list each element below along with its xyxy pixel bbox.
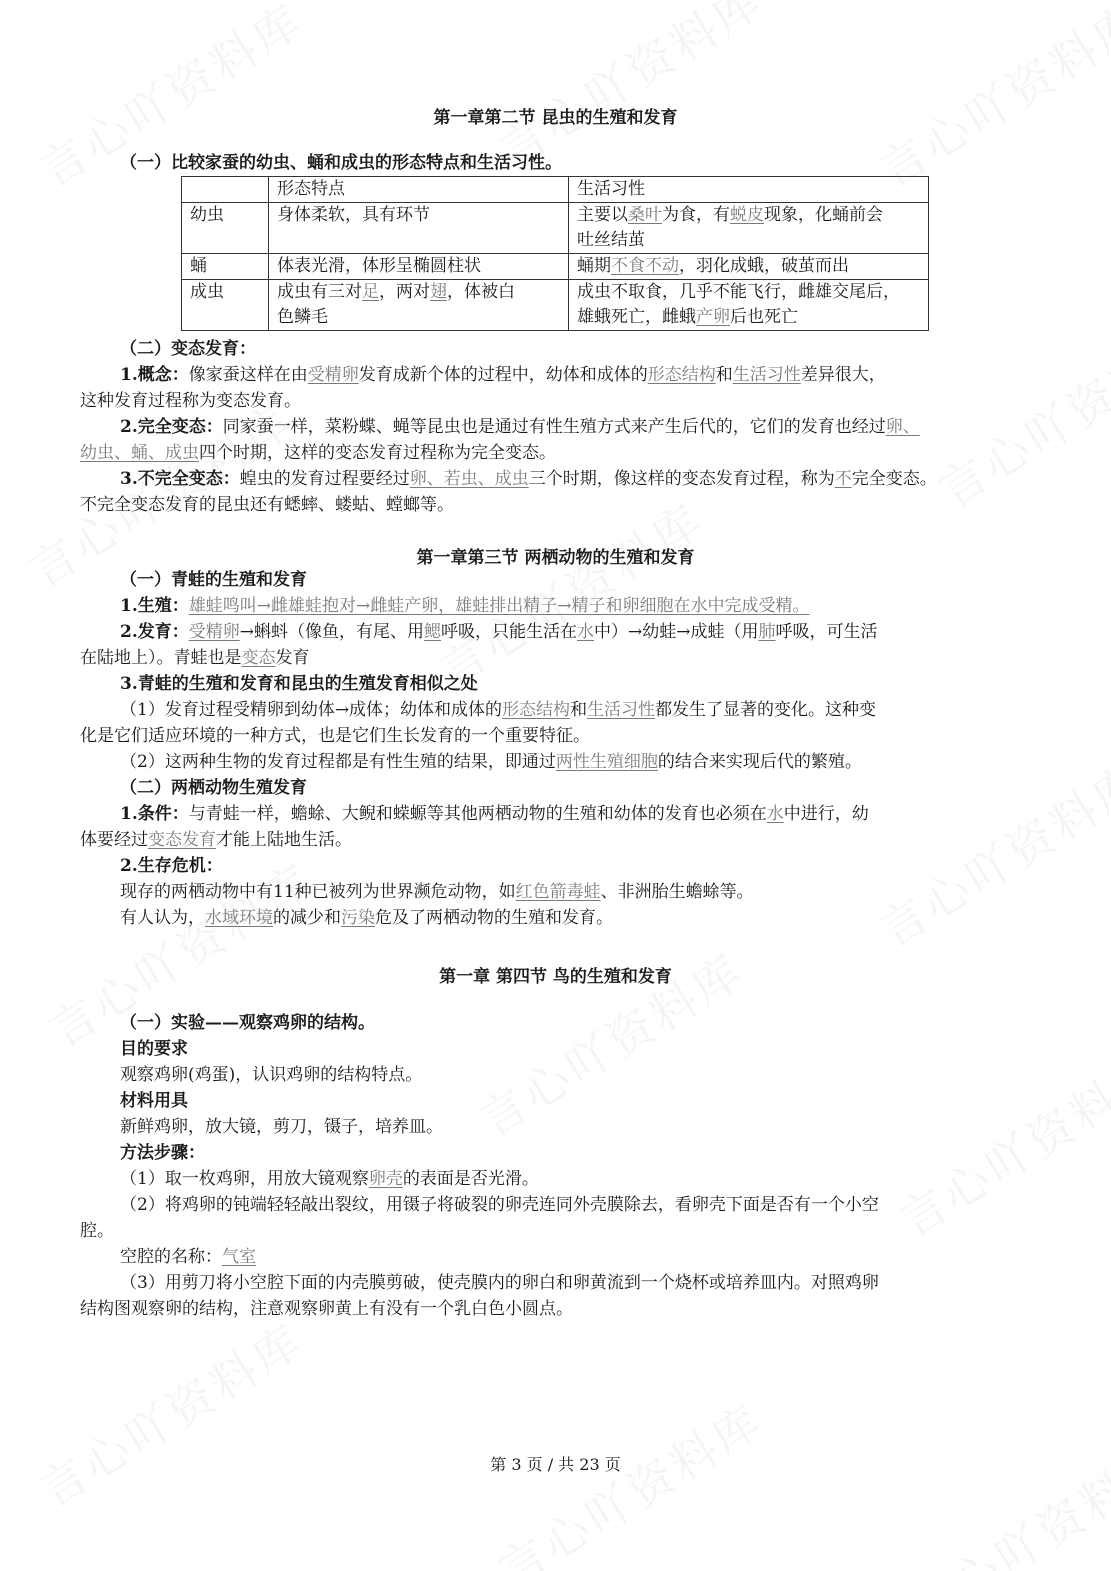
subsection-title: （一）实验——观察鸡卵的结构。 [120,1013,375,1033]
table-cell: 蛹期不食不动，羽化成蛾，破茧而出 [569,254,929,280]
table-row [182,254,929,280]
subsection-title: （二）两栖动物生殖发育 [120,778,307,798]
table-row [182,280,929,331]
fill-blank: 肺 [758,622,776,642]
paragraph-line: （2）将鸡卵的钝端轻轻敲出裂纹，用镊子将破裂的卵壳连同外壳膜除去，看卵壳下面是否有一个小空 [120,1195,879,1215]
fill-blank: 生活习性 [587,700,656,720]
table-header-cell: 生活习性 [569,177,929,203]
subsection-title: 2.生存危机： [120,856,223,876]
paragraph-line: 幼虫、蛹、成虫四个时期，这样的变态发育过程称为完全变态。 [80,443,556,463]
paragraph-line: 3.不完全变态：蝗虫的发育过程要经过卵、若虫、成虫三个时期，像这样的变态发育过程，称为不完全变态。 [120,469,937,489]
watermark [865,0,1111,200]
watermark [25,1306,314,1521]
fill-blank: 气室 [222,1247,256,1267]
fill-blank: 卵、 [885,417,920,437]
fill-blank: 形态结构 [647,365,716,385]
label: 目的要求 [120,1039,188,1059]
paragraph-line: 2.发育：受精卵→蝌蚪（像鱼，有尾、用鳃呼吸，只能生活在水中）→幼蛙→成蛙（用肺呼吸，可生活 [120,622,878,642]
table-header-row [182,177,929,203]
paragraph-line: 新鲜鸡卵，放大镜，剪刀，镊子，培养皿。 [120,1117,443,1137]
fill-blank: 变态 [241,648,276,668]
fill-blank: 受精卵 [188,622,240,642]
fill-blank: 鳃 [424,622,441,642]
table-row [182,203,929,254]
fill-blank: 水域环境 [205,908,273,928]
watermark [925,306,1111,521]
table-cell: 体表光滑，体形呈椭圆柱状 [269,254,569,280]
table-header-cell: 形态特点 [269,177,569,203]
fill-blank: 卵、若虫、成虫 [409,469,529,489]
fill-blank: 雄蛙鸣叫→雌雄蛙抱对→雌蛙产卵，雄蛙排出精子→精子和卵细胞在水中完成受精。 [188,596,810,616]
paragraph-line: 空腔的名称：气室 [120,1247,256,1267]
paragraph-line: 这种发育过程称为变态发育。 [80,391,301,411]
section-title: 第一章第三节 两栖动物的生殖和发育 [416,548,695,568]
fill-blank: 水 [577,622,594,642]
watermark [895,1426,1111,1571]
paragraph-line: 结构图观察卵的结构，注意观察卵黄上有没有一个乳白色小圆点。 [80,1299,573,1319]
paragraph-line: 观察鸡卵(鸡蛋)，认识鸡卵的结构特点。 [120,1065,423,1085]
paragraph-line: 2.完全变态：同家蚕一样，菜粉蝶、蝇等昆虫也是通过有性生殖方式来产生后代的，它们的发育也经过卵、 [120,417,920,437]
comparison-table [181,176,929,331]
fill-blank: 污染 [341,908,375,928]
table-cell: 成虫 [182,280,269,331]
paragraph-line: 1.生殖：雄蛙鸣叫→雌雄蛙抱对→雌蛙产卵，雄蛙排出精子→精子和卵细胞在水中完成受精。 [120,596,810,616]
page-footer: 第 3 页 / 共 23 页 [490,1455,621,1474]
table-cell: 蛹 [182,254,269,280]
paragraph-line: 化是它们适应环境的一种方式，也是它们生长发育的一个重要特征。 [80,726,590,746]
paragraph-line: 在陆地上）。青蛙也是变态发育 [80,648,310,668]
fill-blank: 生活习性 [732,365,801,385]
fill-blank: 水 [766,804,784,824]
section-title: 第一章第二节 昆虫的生殖和发育 [433,108,678,128]
label: 方法步骤： [120,1143,205,1163]
table-cell: 主要以桑叶为食，有蜕皮现象，化蛹前会 吐丝结茧 [569,203,929,254]
label: 材料用具 [120,1091,188,1111]
fill-blank: 幼虫、蛹、成虫 [80,443,199,463]
paragraph-line: （3）用剪刀将小空腔下面的内壳膜剪破，使壳膜内的卵白和卵黄流到一个烧杯或培养皿内。对照鸡卵 [120,1273,879,1293]
fill-blank: 红色箭毒蛙 [515,882,601,902]
paragraph-line: 1.条件：与青蛙一样，蟾蜍、大鲵和蝾螈等其他两栖动物的生殖和幼体的发育也必须在水中进行，幼 [120,804,869,824]
table-cell: 幼虫 [182,203,269,254]
paragraph-line: （2）这两种生物的发育过程都是有性生殖的结果，即通过两性生殖细胞的结合来实现后代的繁殖。 [120,752,862,772]
fill-blank: 蜕皮 [730,205,764,225]
fill-blank: 变态发育 [148,830,216,850]
fill-blank: 翅 [430,282,447,302]
fill-blank: 不 [834,469,852,489]
section-title: 第一章 第四节 鸟的生殖和发育 [439,967,672,987]
watermark [885,1036,1111,1251]
paragraph-line: 1.概念：像家蚕这样在由受精卵发育成新个体的过程中，幼体和成体的形态结构和生活习性差异很大， [120,365,886,385]
table-header-cell [182,177,269,203]
paragraph-line: （1）取一枚鸡卵，用放大镜观察卵壳的表面是否光滑。 [120,1169,539,1189]
subsection-title: （一）比较家蚕的幼虫、蛹和成虫的形态特点和生活习性。 [120,153,562,173]
paragraph-line: 不完全变态发育的昆虫还有蟋蟀、蝼蛄、螳螂等。 [80,495,454,515]
fill-blank: 产卵 [696,307,730,327]
fill-blank: 桑叶 [628,205,662,225]
watermark [425,486,714,701]
watermark [865,746,1111,961]
paragraph-line: 现存的两栖动物中有11种已被列为世界濒危动物，如红色箭毒蛙、非洲胎生蟾蜍等。 [120,882,754,902]
fill-blank: 两性生殖细胞 [555,752,658,772]
subsection-title: （二）变态发育： [120,339,256,359]
fill-blank: 受精卵 [307,365,359,385]
paragraph-line: 有人认为，水域环境的减少和污染危及了两栖动物的生殖和发育。 [120,908,613,928]
table-cell: 成虫有三对足，两对翅，体被白 色鳞毛 [269,280,569,331]
paragraph-line: 体要经过变态发育才能上陆地生活。 [80,830,352,850]
table-cell: 身体柔软，具有环节 [269,203,569,254]
fill-blank: 足 [362,282,379,302]
fill-blank: 卵壳 [368,1169,403,1189]
fill-blank: 不食不动 [611,256,679,276]
paragraph-line: （1）发育过程受精卵到幼体→成体；幼体和成体的形态结构和生活习性都发生了显著的变化。这种变 [120,700,877,720]
watermark [485,1386,774,1571]
subsection-title: （一）青蛙的生殖和发育 [120,570,307,590]
paragraph-line: 腔。 [80,1221,114,1241]
subsection-title: 3.青蛙的生殖和发育和昆虫的生殖发育相似之处 [120,674,478,694]
table-cell: 成虫不取食，几乎不能飞行，雌雄交尾后， 雄蛾死亡，雌蛾产卵后也死亡 [569,280,929,331]
fill-blank: 形态结构 [502,700,571,720]
